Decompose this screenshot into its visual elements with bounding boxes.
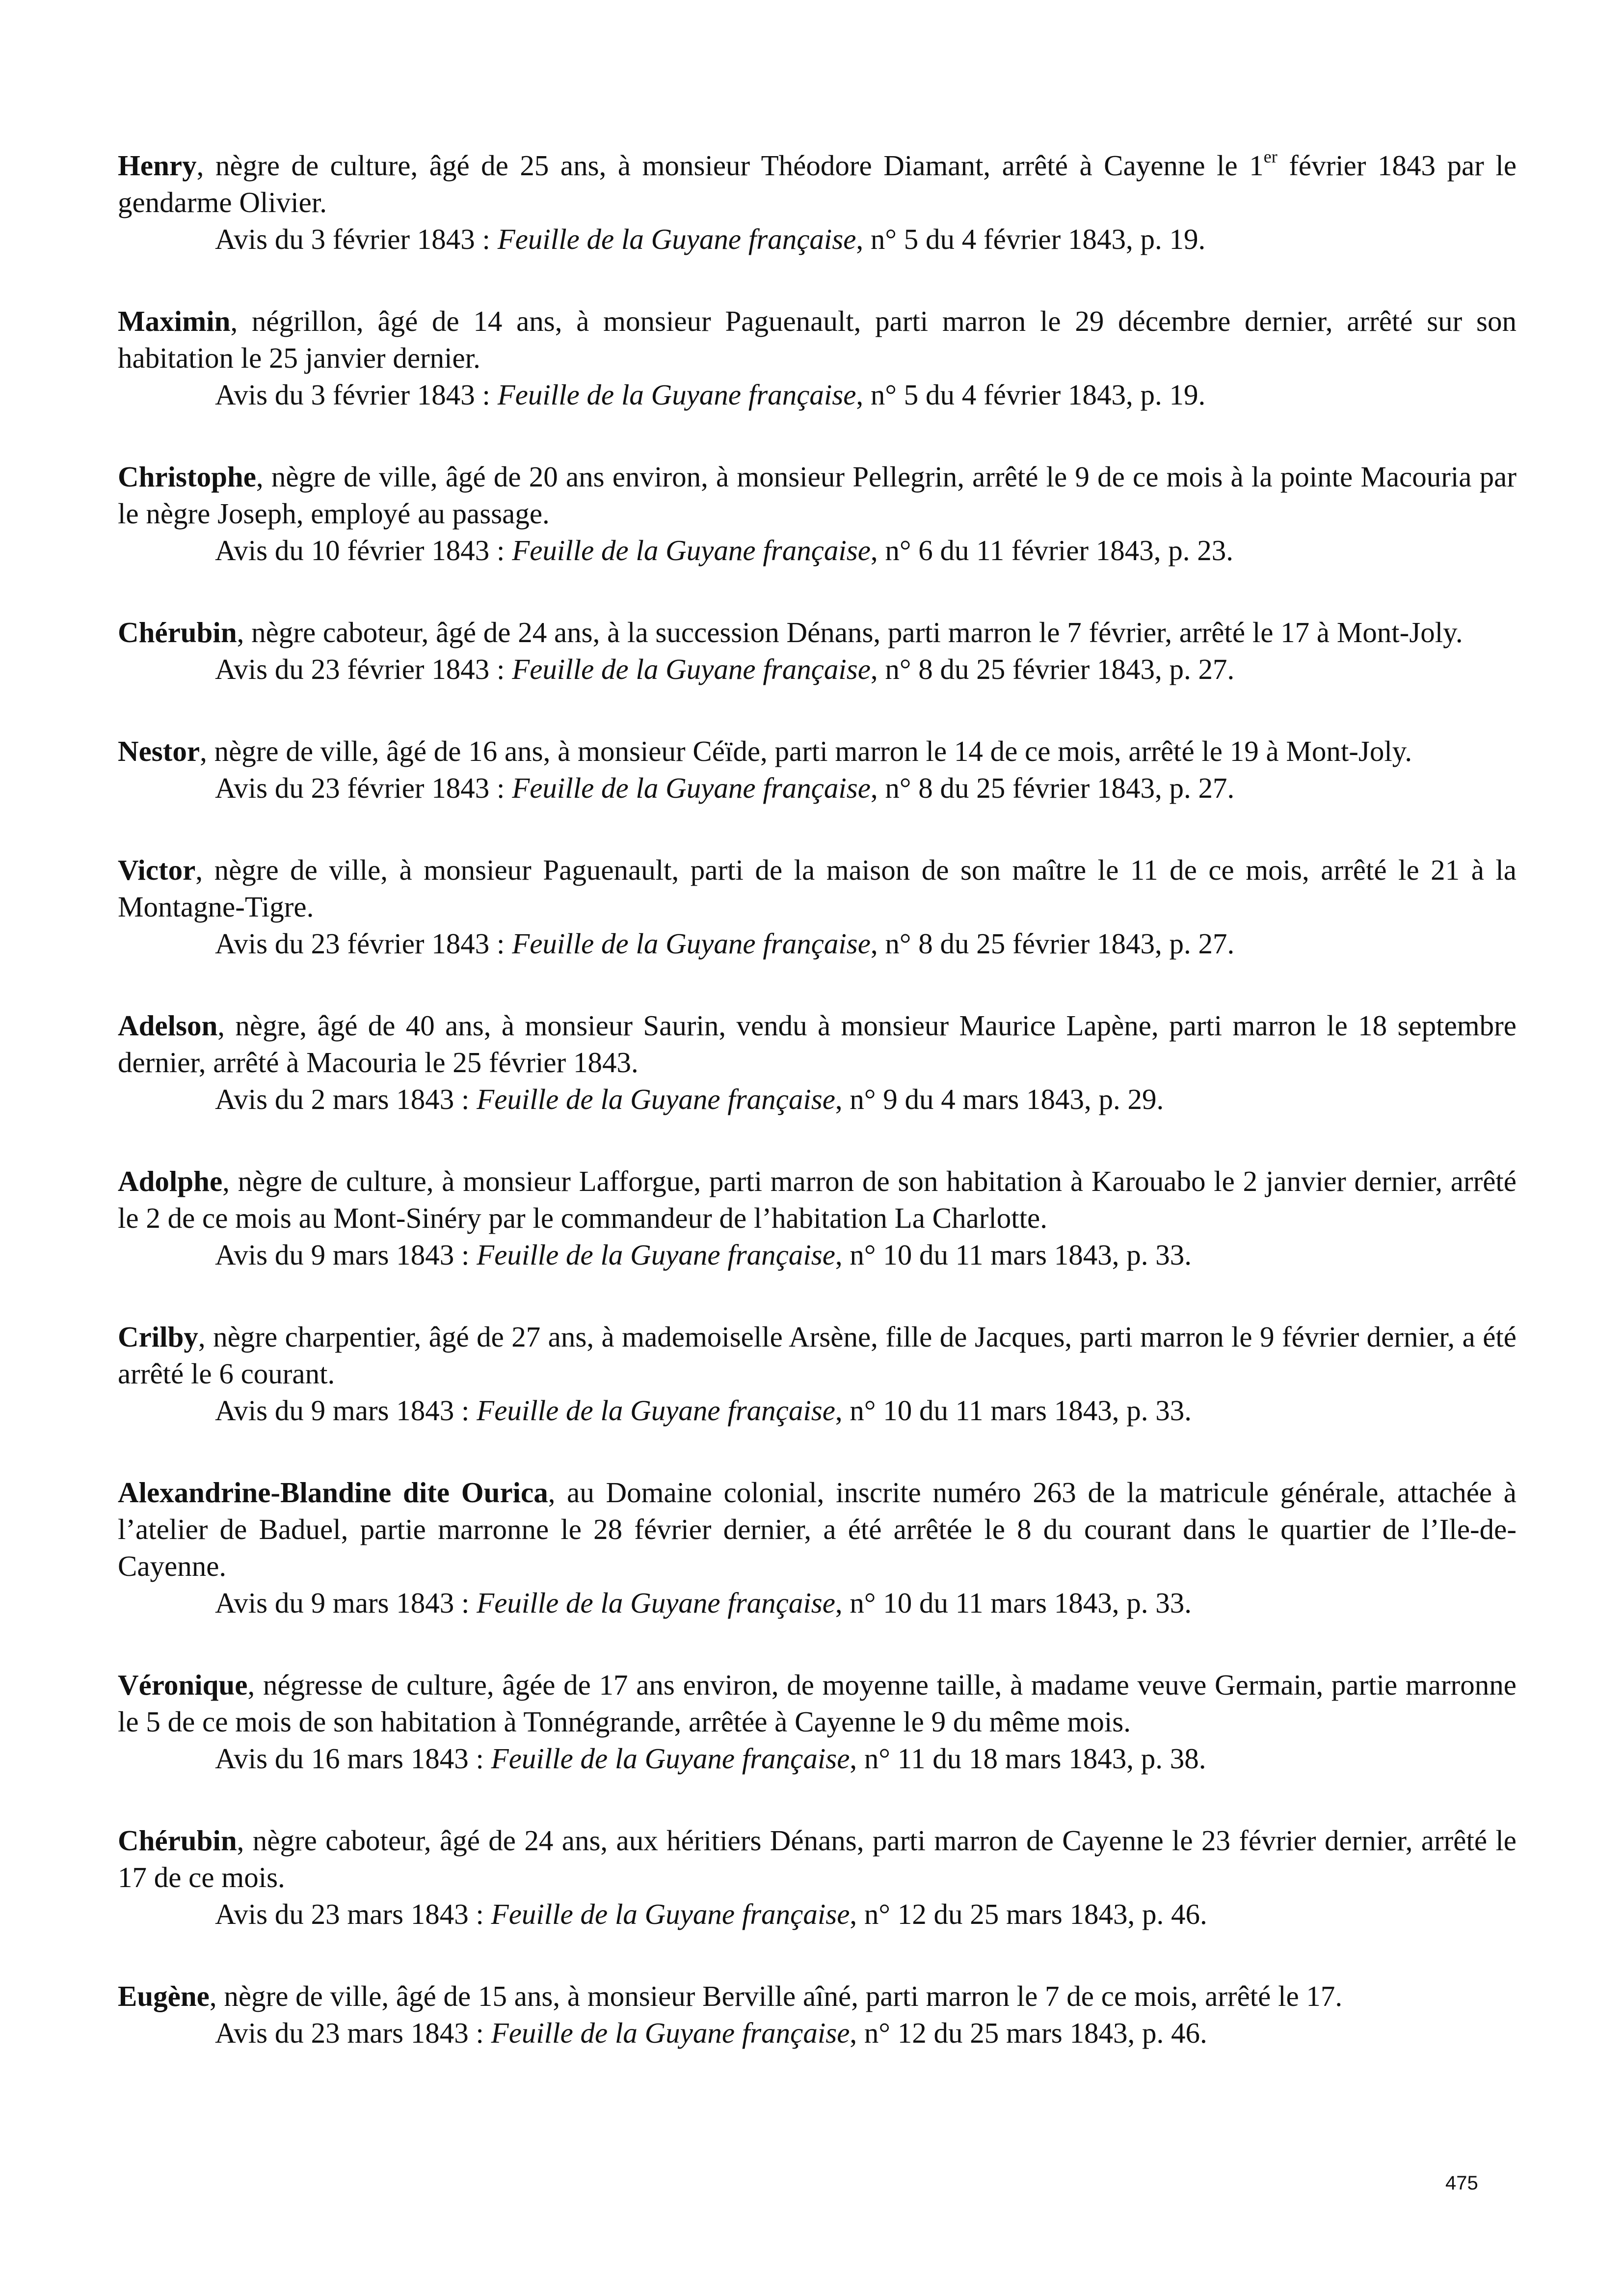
- entry-source: [118, 925, 1517, 962]
- source-suffix: , n° 11 du 18 mars 1843, p. 38.: [850, 1742, 1206, 1775]
- source-suffix: , n° 8 du 25 février 1843, p. 27.: [870, 653, 1235, 685]
- source-journal: Feuille de la Guyane française: [512, 772, 871, 804]
- source-prefix: Avis du 23 février 1843 :: [215, 772, 512, 804]
- source-journal: Feuille de la Guyane française: [477, 1394, 835, 1427]
- entry-source: [118, 221, 1517, 258]
- entry-adelson: [118, 1007, 1517, 1118]
- entry-alexandrine-blandine: [118, 1474, 1517, 1621]
- entry-henry: [118, 147, 1517, 258]
- entry-text-part: , nègre charpentier, âgé de 27 ans, à mademoiselle Arsène, fille de Jacques, parti marron le 9 février dernier, a été arrêté le 6 courant.: [118, 1321, 1517, 1390]
- source-journal: Feuille de la Guyane française: [512, 534, 871, 567]
- source-suffix: , n° 12 du 25 mars 1843, p. 46.: [850, 2017, 1207, 2049]
- page-number: 475: [1445, 2172, 1478, 2194]
- entry-crilby: [118, 1319, 1517, 1429]
- entry-description: [118, 733, 1517, 770]
- entry-name: Christophe: [118, 460, 256, 493]
- entry-maximin: [118, 303, 1517, 413]
- entry-name: Nestor: [118, 735, 200, 767]
- ordinal-superscript: er: [1263, 147, 1277, 166]
- entry-text-part: , négrillon, âgé de 14 ans, à monsieur Paguenault, parti marron le 29 décembre dernier, arrêté sur son habitation le 25 janvier dernier.: [118, 305, 1517, 374]
- entry-text-part: , nègre de ville, âgé de 15 ans, à monsieur Berville aîné, parti marron le 7 de ce mois, arrêté le 17.: [209, 1980, 1343, 2012]
- entry-description: [118, 303, 1517, 377]
- source-suffix: , n° 8 du 25 février 1843, p. 27.: [870, 772, 1235, 804]
- entry-description: [118, 1822, 1517, 1896]
- document-page: [118, 147, 1517, 2097]
- source-journal: Feuille de la Guyane française: [497, 378, 856, 411]
- source-prefix: Avis du 16 mars 1843 :: [215, 1742, 491, 1775]
- source-prefix: Avis du 23 mars 1843 :: [215, 2017, 491, 2049]
- entry-cherubin-2: [118, 1822, 1517, 1933]
- source-suffix: , n° 5 du 4 février 1843, p. 19.: [856, 223, 1206, 255]
- entry-text-part: , nègre de ville, âgé de 20 ans environ, à monsieur Pellegrin, arrêté le 9 de ce mois à la pointe Macouria par le nègre Joseph, employé au passage.: [118, 460, 1517, 530]
- source-journal: Feuille de la Guyane française: [491, 2017, 850, 2049]
- source-prefix: Avis du 9 mars 1843 :: [215, 1394, 477, 1427]
- entry-description: [118, 1667, 1517, 1740]
- entry-veronique: [118, 1667, 1517, 1777]
- source-prefix: Avis du 23 mars 1843 :: [215, 1898, 491, 1930]
- entry-text-part: , négresse de culture, âgée de 17 ans environ, de moyenne taille, à madame veuve Germain, partie marronne le 5 de ce mois de son habitation à Tonnégrande, arrêtée à Cayenne le 9 du même mois.: [118, 1669, 1517, 1738]
- entry-text-part: février 1843 par le gendarme Olivier.: [118, 149, 1517, 218]
- source-suffix: , n° 10 du 11 mars 1843, p. 33.: [835, 1239, 1192, 1271]
- entry-source: [118, 1896, 1517, 1933]
- entry-nestor: [118, 733, 1517, 807]
- entry-source: [118, 770, 1517, 807]
- source-prefix: Avis du 23 février 1843 :: [215, 927, 512, 960]
- entry-eugene: [118, 1978, 1517, 2052]
- entry-name: Maximin: [118, 305, 231, 337]
- source-prefix: Avis du 23 février 1843 :: [215, 653, 512, 685]
- entry-source: [118, 532, 1517, 569]
- source-journal: Feuille de la Guyane française: [477, 1083, 835, 1115]
- source-journal: Feuille de la Guyane française: [512, 927, 871, 960]
- entry-christophe: [118, 459, 1517, 569]
- entry-name: Adolphe: [118, 1165, 223, 1197]
- source-suffix: , n° 6 du 11 février 1843, p. 23.: [870, 534, 1234, 567]
- source-journal: Feuille de la Guyane française: [491, 1898, 850, 1930]
- source-suffix: , n° 10 du 11 mars 1843, p. 33.: [835, 1394, 1192, 1427]
- entry-source: [118, 377, 1517, 413]
- entry-text-part: , nègre caboteur, âgé de 24 ans, à la succession Dénans, parti marron le 7 février, arrêté le 17 à Mont-Joly.: [237, 616, 1463, 648]
- entry-text-part: , nègre, âgé de 40 ans, à monsieur Saurin, vendu à monsieur Maurice Lapène, parti marron le 18 septembre dernier, arrêté à Macouria le 25 février 1843.: [118, 1009, 1517, 1079]
- source-suffix: , n° 12 du 25 mars 1843, p. 46.: [850, 1898, 1207, 1930]
- source-suffix: , n° 9 du 4 mars 1843, p. 29.: [835, 1083, 1164, 1115]
- source-suffix: , n° 10 du 11 mars 1843, p. 33.: [835, 1587, 1192, 1619]
- source-journal: Feuille de la Guyane française: [477, 1239, 835, 1271]
- entry-cherubin: [118, 614, 1517, 688]
- entry-description: [118, 459, 1517, 532]
- entry-text-part: , nègre de ville, à monsieur Paguenault, parti de la maison de son maître le 11 de ce mois, arrêté le 21 à la Montagne-Tigre.: [118, 854, 1517, 923]
- source-suffix: , n° 5 du 4 février 1843, p. 19.: [856, 378, 1206, 411]
- source-journal: Feuille de la Guyane française: [477, 1587, 835, 1619]
- entry-source: [118, 1585, 1517, 1621]
- entry-name: Crilby: [118, 1321, 198, 1353]
- entry-name: Henry: [118, 149, 197, 182]
- entry-source: [118, 2015, 1517, 2052]
- entry-name: Victor: [118, 854, 196, 886]
- entry-text-part: , nègre de ville, âgé de 16 ans, à monsieur Céïde, parti marron le 14 de ce mois, arrêté le 19 à Mont-Joly.: [200, 735, 1412, 767]
- entry-name: Véronique: [118, 1669, 248, 1701]
- source-prefix: Avis du 3 février 1843 :: [215, 223, 498, 255]
- entry-description: [118, 1163, 1517, 1237]
- source-prefix: Avis du 9 mars 1843 :: [215, 1239, 477, 1271]
- entry-source: [118, 1081, 1517, 1118]
- entry-name: Eugène: [118, 1980, 210, 2012]
- source-prefix: Avis du 9 mars 1843 :: [215, 1587, 477, 1619]
- entry-description: [118, 1978, 1517, 2015]
- entry-name: Adelson: [118, 1009, 218, 1042]
- entry-source: [118, 1740, 1517, 1777]
- entry-source: [118, 1392, 1517, 1429]
- entry-adolphe: [118, 1163, 1517, 1273]
- entry-description: [118, 1319, 1517, 1392]
- entry-description: [118, 614, 1517, 651]
- source-prefix: Avis du 10 février 1843 :: [215, 534, 512, 567]
- entry-description: [118, 852, 1517, 925]
- entry-text-part: , nègre de culture, à monsieur Lafforgue, parti marron de son habitation à Karouabo le 2 janvier dernier, arrêté le 2 de ce mois au Mont-Sinéry par le commandeur de l’habitation La Charlotte.: [118, 1165, 1517, 1234]
- entry-source: [118, 651, 1517, 688]
- entry-name: Chérubin: [118, 616, 237, 648]
- entry-text-part: , nègre de culture, âgé de 25 ans, à monsieur Théodore Diamant, arrêté à Cayenne le 1: [196, 149, 1264, 182]
- entry-description: [118, 1007, 1517, 1081]
- entry-description: [118, 147, 1517, 221]
- source-journal: Feuille de la Guyane française: [512, 653, 871, 685]
- entry-text-part: , au Domaine colonial, inscrite numéro 263 de la matricule générale, attachée à l’atelier de Baduel, partie marronne le 28 février dernier, a été arrêtée le 8 du courant dans le quartier de l’Ile-de-Cayenne.: [118, 1476, 1517, 1582]
- source-suffix: , n° 8 du 25 février 1843, p. 27.: [870, 927, 1235, 960]
- entry-description: [118, 1474, 1517, 1585]
- entry-name: Alexandrine-Blandine dite Ourica: [118, 1476, 548, 1509]
- source-journal: Feuille de la Guyane française: [491, 1742, 850, 1775]
- entry-text-part: , nègre caboteur, âgé de 24 ans, aux héritiers Dénans, parti marron de Cayenne le 23 février dernier, arrêté le 17 de ce mois.: [118, 1824, 1517, 1893]
- entry-victor: [118, 852, 1517, 962]
- source-journal: Feuille de la Guyane française: [497, 223, 856, 255]
- entry-name: Chérubin: [118, 1824, 237, 1857]
- source-prefix: Avis du 2 mars 1843 :: [215, 1083, 477, 1115]
- entry-source: [118, 1237, 1517, 1273]
- source-prefix: Avis du 3 février 1843 :: [215, 378, 498, 411]
